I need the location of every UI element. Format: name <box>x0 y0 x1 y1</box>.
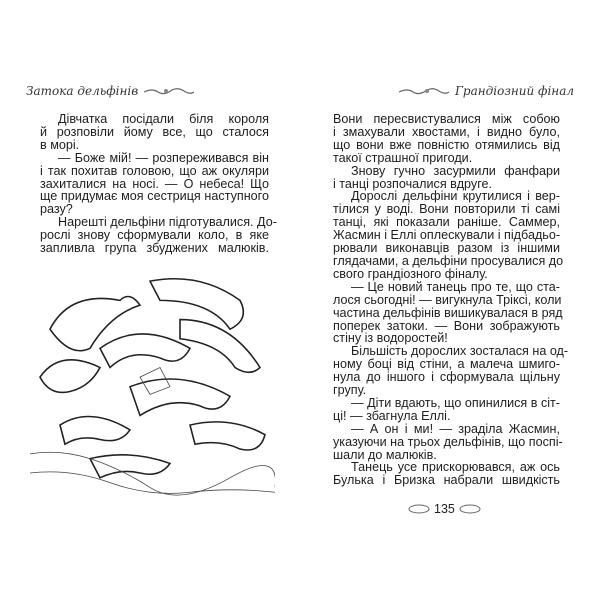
text-line: Дорослі дельфіни крутилися і вер- <box>351 189 560 204</box>
text-line: стіну із водоростей! <box>333 331 448 346</box>
text-line: — Боже мій! — розпереживався він <box>58 150 269 165</box>
text-line: і так похитав головою, що аж окуляри <box>40 163 269 178</box>
dolphins-illustration <box>30 262 275 497</box>
text-line: в морі. <box>40 137 80 152</box>
text-line: тілися у воді. Вони повторили ті самі <box>333 202 560 217</box>
running-head-title: Грандіозний фінал <box>454 84 574 98</box>
page-number-block <box>408 502 481 516</box>
text-line: — А он і ми! — зраділа Жасмин, <box>351 421 560 436</box>
text-line: частина дельфінів вишикувалася в ряд <box>333 305 563 320</box>
text-line: запливла група збуджених малюків. <box>40 241 269 256</box>
ornament-icon <box>144 86 194 96</box>
text-line: Нарешті дельфіни підготувалися. До- <box>58 215 277 230</box>
text-line: Знову гучно засурмили фанфари <box>351 163 560 178</box>
text-line: рювали виконавців разом із іншими <box>333 241 560 256</box>
right-body-text <box>333 112 569 488</box>
text-line: Дівчатка посідали біля короля <box>58 112 269 126</box>
text-line: Булька і Бризка набрали швидкість <box>333 473 560 488</box>
running-head-left <box>26 84 194 98</box>
left-body-text <box>40 112 277 256</box>
text-line: — Це новий танець про те, що ста- <box>351 279 560 294</box>
page-number: 135 <box>434 502 455 516</box>
ornament-icon <box>399 86 449 96</box>
text-line: разу? <box>40 202 73 217</box>
text-line: Більшість дорослих зосталася на од- <box>351 344 569 359</box>
running-head-right <box>399 84 574 98</box>
ornament-icon <box>459 504 481 514</box>
ornament-icon <box>408 504 430 514</box>
text-line: — Діти вдають, що опинилися в сіт- <box>351 395 560 410</box>
text-line: поперек затоки. — Вони зображують <box>333 318 560 333</box>
text-line: свого грандіозного фіналу. <box>333 266 488 281</box>
text-line: і змахували хвостами, і видно було, <box>333 124 560 139</box>
text-line: ще придумає моя сестриця наступного <box>40 189 269 204</box>
text-line: Вони пересвистувалися між собою <box>333 112 560 126</box>
text-line: що вони вже повністю отямились від <box>333 137 560 152</box>
text-line: глядачами, а дельфіни просувалися до <box>333 253 564 268</box>
text-line: шали до малюків. <box>333 447 437 462</box>
text-line: групу. <box>333 383 367 398</box>
text-line: й розповіли йому все, що сталося <box>40 124 269 139</box>
text-line: і танці розпочалися вдруге. <box>333 176 493 191</box>
right-page <box>300 0 600 600</box>
text-line: танці, які показали раніше. Саммер, <box>333 215 560 230</box>
text-line: ці! — збагнула Еллі. <box>333 408 451 423</box>
text-line: лося сьогодні! — вигукнула Тріксі, коли <box>333 292 562 307</box>
text-line: такої страшної пригоди. <box>333 150 473 165</box>
text-line: захиталися на носі. — О небеса! Що <box>40 176 269 191</box>
text-line: Жасмин і Еллі оплескували і підбадьо- <box>333 228 561 243</box>
text-line: рослі знову сформували коло, в яке <box>40 228 269 243</box>
text-line: нула до іншого і сформувала щільну <box>333 370 560 385</box>
text-line: Танець усе прискорювався, аж ось <box>351 460 560 475</box>
text-line: ному боці від стіни, а малеча шмиго- <box>333 357 560 372</box>
running-head-title: Затока дельфінів <box>26 84 139 98</box>
text-line: указуючи на трьох дельфінів, що поспі- <box>333 434 563 449</box>
